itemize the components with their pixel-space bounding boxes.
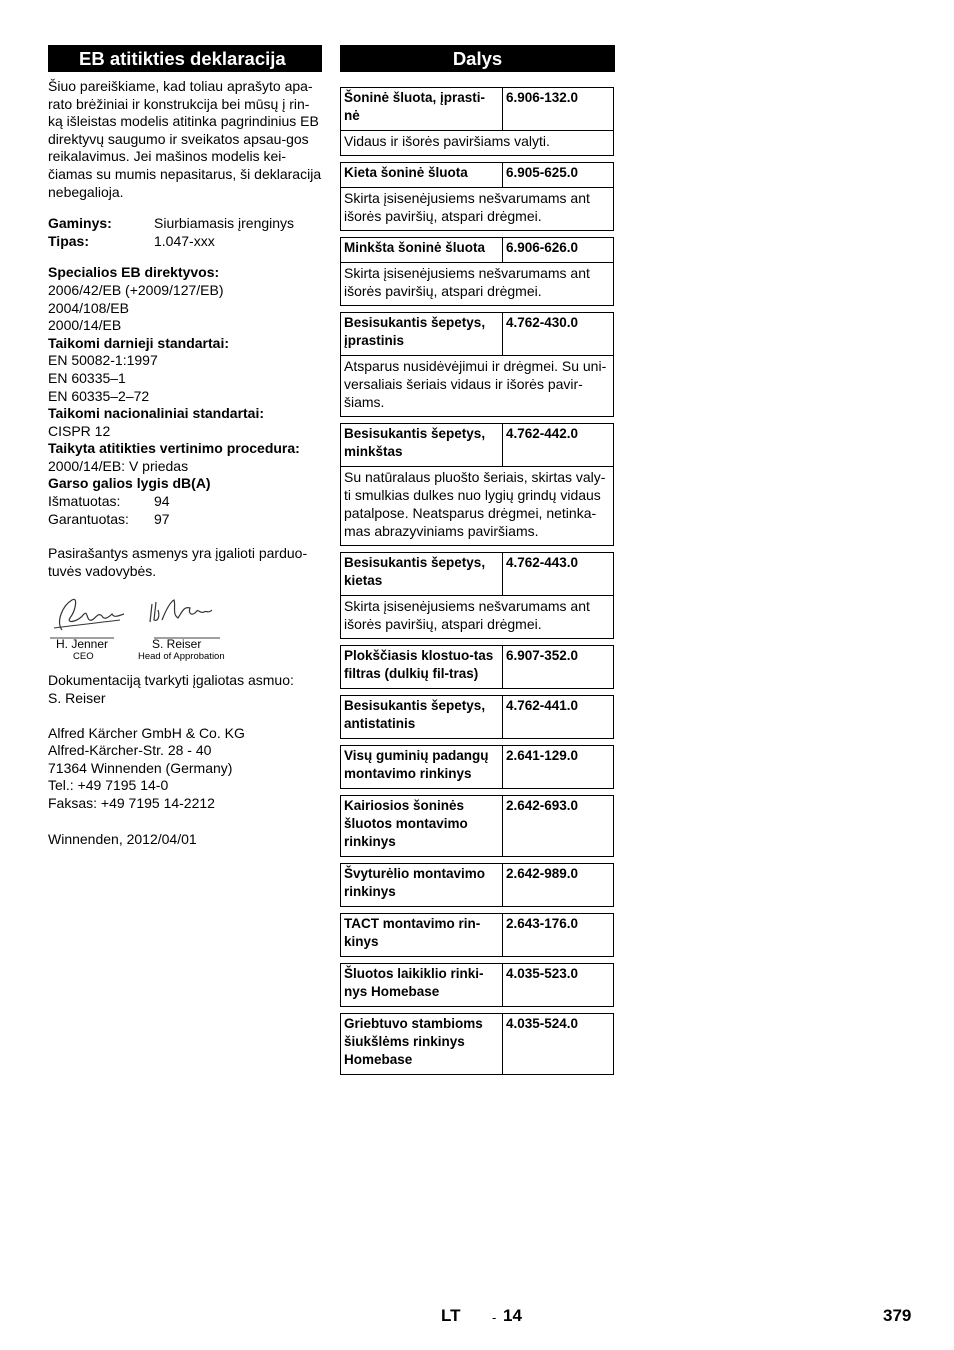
- part-entry: [340, 237, 614, 306]
- part-name: Šoninė šluota, įprasti-nė: [341, 88, 503, 130]
- company-name: Alfred Kärcher GmbH & Co. KG: [48, 724, 245, 741]
- part-header-row: [341, 646, 613, 688]
- part-entry: [340, 162, 614, 231]
- procedure-value: 2000/14/EB: V priedas: [48, 457, 189, 474]
- part-header-row: [341, 746, 613, 788]
- company-fax: Faksas: +49 7195 14-2212: [48, 795, 215, 811]
- signature-area: [48, 592, 322, 663]
- company-tel: Tel.: +49 7195 14-0: [48, 777, 169, 794]
- part-number: 4.762-442.0: [506, 426, 579, 441]
- signer1-title: CEO: [73, 651, 94, 663]
- part-header-row: [341, 313, 613, 356]
- part-name: TACT montavimo rin-kinys: [341, 914, 503, 956]
- part-name: Besisukantis šepetys, minkštas: [341, 424, 503, 466]
- footer-language: LT: [441, 1306, 461, 1325]
- part-entry: [340, 795, 614, 857]
- part-header-row: [341, 1014, 613, 1074]
- part-name: Plokščiasis klostuo-tas filtras (dulkių fil-tras): [341, 646, 503, 688]
- signer2-title: Head of Approbation: [138, 651, 225, 663]
- part-name: Švyturėlio montavimo rinkinys: [341, 864, 503, 906]
- part-number: 6.906-132.0: [506, 90, 579, 105]
- doc-auth-name: S. Reiser: [48, 690, 106, 707]
- part-name: Kairiosios šoninės šluotos montavimo rinkinys: [341, 796, 503, 856]
- measured-row: [48, 493, 322, 511]
- signature-jenner-icon: [48, 592, 138, 640]
- part-entry: [340, 863, 614, 907]
- part-header-row: [341, 914, 613, 956]
- part-header-row: [341, 424, 613, 467]
- product-row: [48, 215, 322, 233]
- guaranteed-label: Garantuotas:: [48, 510, 129, 527]
- part-header-row: [341, 696, 613, 738]
- part-entry: [340, 913, 614, 957]
- directives-label: Specialios EB direktyvos:: [48, 264, 220, 281]
- part-entry: [340, 1013, 614, 1075]
- measured-value: 94: [154, 493, 170, 510]
- signers-text: Pasirašantys asmenys yra įgalioti parduo-tuvės vadovybės.: [48, 545, 308, 579]
- harmonized-label: Taikomi darnieji standartai:: [48, 334, 230, 351]
- product-value: Siurbiamasis įrenginys: [154, 215, 295, 232]
- part-description: Atsparus nusidėvėjimui ir drėgmei. Su uni-versaliais šeriais vidaus ir išorės pavir-šiams.: [344, 358, 607, 410]
- part-header-row: [341, 88, 613, 131]
- national-label: Taikomi nacionaliniai standartai:: [48, 405, 265, 422]
- parts-table: [340, 87, 615, 1075]
- part-header-row: [341, 553, 613, 596]
- part-number: 4.035-524.0: [506, 1016, 579, 1031]
- part-name: Šluotos laikiklio rinki-nys Homebase: [341, 964, 503, 1006]
- measured-label: Išmatuotas:: [48, 493, 121, 510]
- part-name: Besisukantis šepetys, antistatinis: [341, 696, 503, 738]
- national-item: CISPR 12: [48, 422, 111, 439]
- doc-auth-text: Dokumentaciją tvarkyti įgaliotas asmuo:: [48, 672, 294, 689]
- harmonized-item: EN 50082-1:1997: [48, 352, 158, 369]
- part-name: Visų guminių padangų montavimo rinkinys: [341, 746, 503, 788]
- signature-reiser-icon: [144, 592, 228, 640]
- part-description: Vidaus ir išorės paviršiams valyti.: [344, 133, 550, 149]
- part-header-row: [341, 796, 613, 856]
- part-number: 2.641-129.0: [506, 748, 579, 763]
- part-number: 4.762-443.0: [506, 555, 579, 570]
- directive-item: 2006/42/EB (+2009/127/EB): [48, 281, 224, 298]
- signer2-name: S. Reiser: [152, 637, 202, 652]
- part-name: Besisukantis šepetys, įprastinis: [341, 313, 503, 355]
- place-date: Winnenden, 2012/04/01: [48, 830, 197, 847]
- type-label: Tipas:: [48, 232, 89, 249]
- type-value: 1.047-xxx: [154, 232, 215, 249]
- part-header-row: [341, 238, 613, 263]
- part-entry: [340, 695, 614, 739]
- part-description: Skirta įsisenėjusiems nešvarumams ant išorės paviršių, atspari drėgmei.: [344, 598, 590, 632]
- product-label: Gaminys:: [48, 215, 112, 232]
- part-number: 4.035-523.0: [506, 966, 579, 981]
- procedure-label: Taikyta atitikties vertinimo procedura:: [48, 440, 300, 457]
- part-description: Skirta įsisenėjusiems nešvarumams ant išorės paviršių, atspari drėgmei.: [344, 190, 590, 224]
- part-header-row: [341, 163, 613, 188]
- part-entry: [340, 645, 614, 689]
- noise-label: Garso galios lygis dB(A): [48, 475, 211, 492]
- guaranteed-value: 97: [154, 510, 170, 527]
- part-number: 6.906-626.0: [506, 240, 579, 255]
- part-description: Skirta įsisenėjusiems nešvarumams ant išorės paviršių, atspari drėgmei.: [344, 265, 590, 299]
- part-name: Minkšta šoninė šluota: [341, 238, 503, 262]
- part-entry: [340, 963, 614, 1007]
- part-name: Griebtuvo stambioms šiukšlėms rinkinys Homebase: [341, 1014, 503, 1074]
- part-name: Besisukantis šepetys, kietas: [341, 553, 503, 595]
- directive-item: 2004/108/EB: [48, 299, 129, 316]
- part-entry: [340, 423, 614, 546]
- part-number: 4.762-430.0: [506, 315, 579, 330]
- part-entry: [340, 552, 614, 639]
- part-number: 6.907-352.0: [506, 648, 579, 663]
- part-entry: [340, 312, 614, 417]
- declaration-intro: Šiuo pareiškiame, kad toliau aprašyto apa-rato brėžiniai ir konstrukcija bei mūsų į rin-ką išleistas modelis atitinka pagrindinius EB direktyvų saugumo ir sveikatos apsau-gos reikalavimus. Jei mašinos modelis kei-čiamas su mumis nepasitarus, ši deklaracija nebegalioja.: [48, 78, 322, 200]
- part-header-row: [341, 964, 613, 1006]
- part-entry: [340, 87, 614, 156]
- part-number: 2.642-693.0: [506, 798, 579, 813]
- parts-heading: Dalys: [340, 45, 615, 72]
- declaration-heading: EB atitikties deklaracija: [48, 45, 322, 72]
- company-city: 71364 Winnenden (Germany): [48, 759, 233, 776]
- guaranteed-row: [48, 511, 322, 529]
- footer-section-page: 14: [503, 1306, 522, 1325]
- signer1-name: H. Jenner: [56, 637, 109, 652]
- part-description: Su natūralaus pluošto šeriais, skirtas valy-ti smulkias dulkes nuo lygių grindų vidaus patalpose. Neatsparus drėgmei, netinka-mas abrazyviniams paviršiams.: [344, 469, 606, 539]
- part-header-row: [341, 864, 613, 906]
- type-row: [48, 233, 322, 251]
- footer-page-number: 379: [883, 1306, 912, 1325]
- part-number: 4.762-441.0: [506, 698, 579, 713]
- harmonized-item: EN 60335–2–72: [48, 387, 150, 404]
- part-number: 2.643-176.0: [506, 916, 579, 931]
- harmonized-item: EN 60335–1: [48, 369, 126, 386]
- part-entry: [340, 745, 614, 789]
- part-number: 6.905-625.0: [506, 165, 579, 180]
- directive-item: 2000/14/EB: [48, 317, 122, 334]
- footer-dash: -: [492, 1310, 497, 1325]
- part-name: Kieta šoninė šluota: [341, 163, 503, 187]
- parts-column: [340, 45, 615, 1081]
- company-street: Alfred-Kärcher-Str. 28 - 40: [48, 742, 212, 759]
- part-number: 2.642-989.0: [506, 866, 579, 881]
- declaration-column: [48, 45, 322, 848]
